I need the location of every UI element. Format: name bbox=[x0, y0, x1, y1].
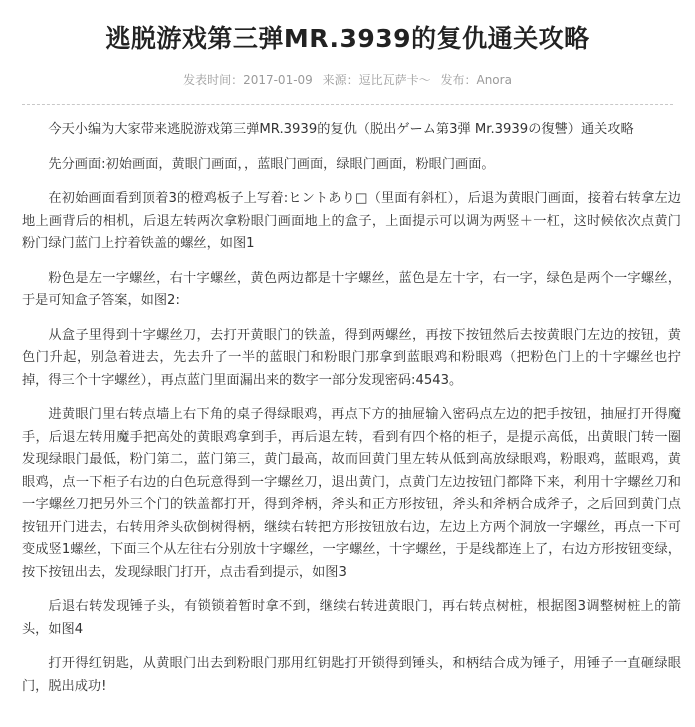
paragraph: 在初始画面看到顶着3的橙鸡板子上写着:ヒントあり□（里面有斜杠），后退为黄眼门画面，接着右转拿左边地上画背后的相机，后退左转两次拿粉眼门画面地上的盒子，上面提示可以调为两竖＋一杠，这时候依次点黄门粉门绿门蓝门上拧着铁盖的螺丝，如图1 bbox=[22, 191, 681, 251]
paragraph: 打开得红钥匙，从黄眼门出去到粉眼门那用红钥匙打开锁得到锤头，和柄结合成为锤子，用锤子一直砸绿眼门，脱出成功! bbox=[22, 656, 681, 694]
paragraph: 从盒子里得到十字螺丝刀，去打开黄眼门的铁盖，得到两螺丝，再按下按钮然后去按黄眼门左边的按钮，黄色门升起，别急着进去，先去升了一半的蓝眼门和粉眼门那拿到蓝眼鸡和粉眼鸡（把粉色门上的十字螺丝也拧掉，得三个十字螺丝），再点蓝门里面漏出来的数字一部分发现密码:4543。 bbox=[22, 327, 681, 388]
paragraph: 先分画面:初始画面，黄眼门画面，，蓝眼门画面，绿眼门画面，粉眼门画面。 bbox=[48, 156, 495, 172]
article-meta bbox=[0, 70, 695, 90]
paragraph: 粉色是左一字螺丝，右十字螺丝，黄色两边都是十字螺丝，蓝色是左十字，右一字，绿色是两个一字螺丝，于是可知盒子答案，如图2: bbox=[22, 270, 681, 308]
article-body bbox=[0, 119, 695, 698]
paragraph: 进黄眼门里右转点墙上右下角的桌子得绿眼鸡，再点下方的抽屉输入密码点左边的把手按钮，抽屉打开得魔手，后退左转用魔手把高处的黄眼鸡拿到手，再后退左转，看到有四个格的柜子，是提示高低，出黄眼门转一圈发现绿眼门最低，粉门第二，蓝门第三，黄门最高，故而回黄门里左转从低到高放绿眼鸡，粉眼鸡，蓝眼鸡，黄眼鸡，点一下柜子右边的白色玩意得到一字螺丝刀，退出黄门，点黄门左边按钮门都降下来，利用十字螺丝刀和一字螺丝刀把另外三个门的铁盖都打开，得到斧柄，斧头和正方形按钮，斧头和斧柄合成斧子，之后回到黄门点按钮开门进去，右转用斧头砍倒树得柄，继续右转把方形按钮放右边，左边上方两个洞放一字螺丝，再点一下可变成竖1螺丝，下面三个从左往右分别放十字螺丝，一字螺丝，十字螺丝，于是线都连上了，右边方形按钮变绿，按下按钮出去，发现绿眼门打开，点击看到提示，如图3 bbox=[22, 407, 681, 580]
divider bbox=[22, 104, 673, 105]
paragraph: 今天小编为大家带来逃脱游戏第三弹MR.3939的复仇（脱出ゲーム第3弾 Mr.3939の復讐）通关攻略 bbox=[48, 122, 634, 137]
author: 发布：Anora bbox=[440, 73, 512, 87]
publish-date: 发表时间：2017-01-09 bbox=[183, 73, 313, 87]
paragraph: 后退右转发现锤子头，有锁锁着暂时拿不到，继续右转进黄眼门，再右转点树桩，根据图3调整树桩上的箭头，如图4 bbox=[22, 599, 681, 637]
source-link[interactable]: 来源：逗比瓦萨卡～ bbox=[322, 73, 431, 87]
article-title: 逃脱游戏第三弹MR.3939的复仇通关攻略 bbox=[105, 24, 590, 53]
